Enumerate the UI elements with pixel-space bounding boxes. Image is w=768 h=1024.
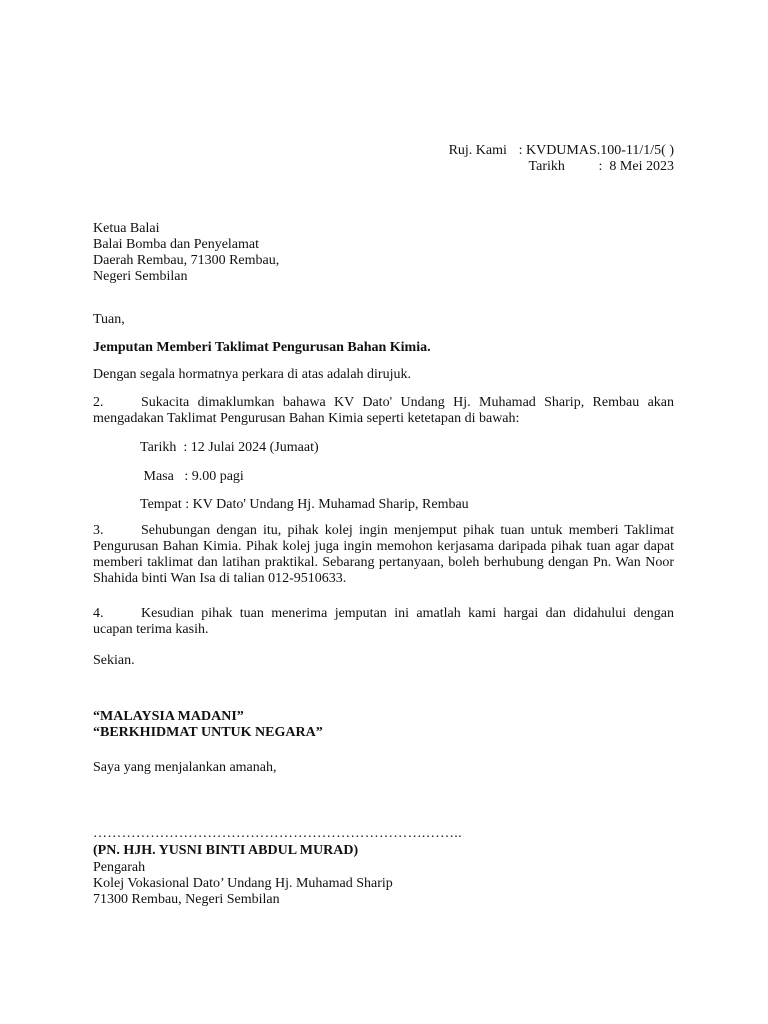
opening-line: Dengan segala hormatnya perkara di atas adalah dirujuk. <box>93 367 411 382</box>
paragraph-4 <box>93 606 674 638</box>
signatory-title: Pengarah <box>93 860 146 875</box>
reference-number-row <box>449 143 674 159</box>
recipient-line: Negeri Sembilan <box>93 269 188 284</box>
closing: Sekian. <box>93 653 135 668</box>
subject-heading: Jemputan Memberi Taklimat Pengurusan Bahan Kimia. <box>93 340 431 355</box>
paragraph-number: 2. <box>93 395 104 410</box>
detail-time: Masa : 9.00 pagi <box>140 469 244 484</box>
recipient-address <box>93 221 279 285</box>
salutation: Tuan, <box>93 312 125 327</box>
recipient-line: Daerah Rembau, 71300 Rembau, <box>93 253 280 268</box>
slogan-berkhidmat: “BERKHIDMAT UNTUK NEGARA” <box>93 725 323 740</box>
paragraph-text: Sehubungan dengan itu, pihak kolej ingin menjemput pihak tuan untuk memberi Taklimat Pengurusan Bahan Kimia. Pihak kolej juga ingin memohon kerjasama daripada pihak tuan agar dapat memberi taklimat dan latihan praktikal. Sebarang pertanyaan, boleh berhubung dengan Pn. Wan Noor Shahida binti Wan Isa di talian 012-9510633. <box>93 523 674 586</box>
detail-date: Tarikh : 12 Julai 2024 (Jumaat) <box>140 440 319 455</box>
paragraph-number: 3. <box>93 523 104 538</box>
signatory-address: 71300 Rembau, Negeri Sembilan <box>93 892 280 907</box>
slogan-madani: “MALAYSIA MADANI” <box>93 709 244 724</box>
reference-value: : KVDUMAS.100-11/1/5( ) <box>518 143 674 158</box>
signature-line: …………………………………………………………….…….. <box>93 826 462 841</box>
reference-block <box>449 143 674 175</box>
reference-label: Ruj. Kami <box>448 143 507 158</box>
date-label: Tarikh <box>528 159 565 174</box>
signoff-amanah: Saya yang menjalankan amanah, <box>93 760 277 775</box>
paragraph-text: Sukacita dimaklumkan bahawa KV Dato' Undang Hj. Muhamad Sharip, Rembau akan mengadakan Taklimat Pengurusan Bahan Kimia seperti ketetapan di bawah: <box>93 395 674 426</box>
date-row <box>449 159 674 175</box>
signatory-organization: Kolej Vokasional Dato’ Undang Hj. Muhamad Sharip <box>93 876 393 891</box>
paragraph-2 <box>93 395 674 427</box>
signatory-name: (PN. HJH. YUSNI BINTI ABDUL MURAD) <box>93 843 359 858</box>
recipient-line: Balai Bomba dan Penyelamat <box>93 237 260 252</box>
paragraph-number: 4. <box>93 606 104 621</box>
paragraph-text: Kesudian pihak tuan menerima jemputan ini amatlah kami hargai dan didahului dengan ucapan terima kasih. <box>93 606 674 637</box>
recipient-line: Ketua Balai <box>93 221 160 236</box>
paragraph-3 <box>93 523 674 587</box>
date-value: : 8 Mei 2023 <box>598 159 674 174</box>
detail-venue: Tempat : KV Dato' Undang Hj. Muhamad Sharip, Rembau <box>140 497 469 512</box>
